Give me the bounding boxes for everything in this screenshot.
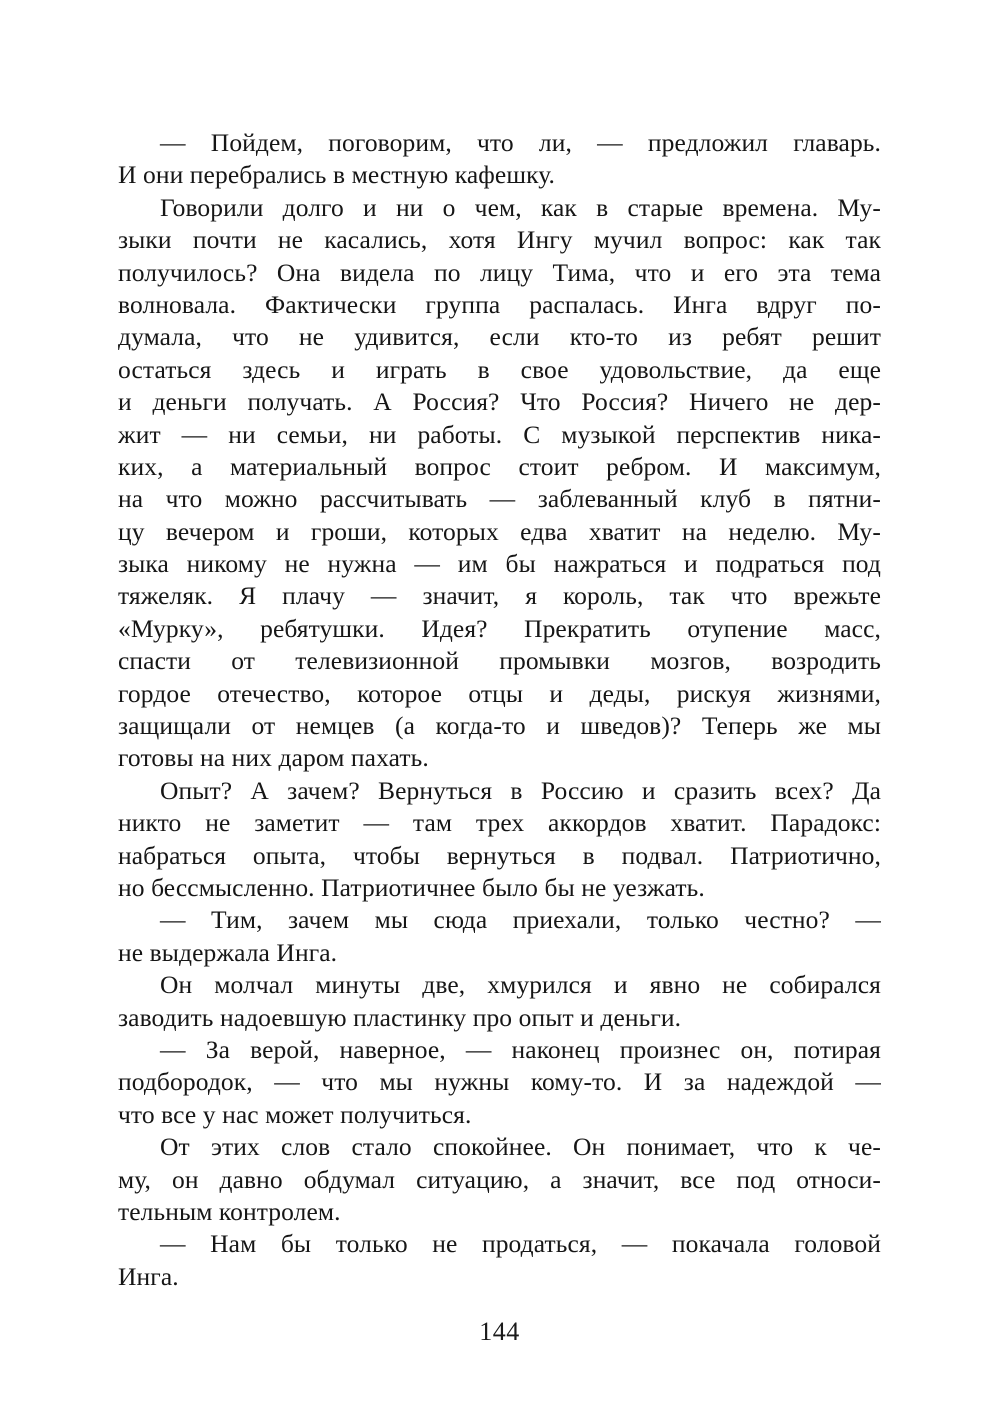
text-line: — Тим, зачем мы сюда приехали, только честно? — bbox=[160, 905, 881, 935]
text-line: зыка никому не нужна — им бы нажраться и подраться под bbox=[118, 549, 881, 579]
text-line: Инга. bbox=[118, 1261, 179, 1291]
text-line: Опыт? А зачем? Вернуться в Россию и сразить всех? Да bbox=[160, 775, 881, 805]
text-line: остаться здесь и играть в свое удовольствие, да еще bbox=[118, 354, 881, 384]
text-line: никто не заметит — там трех аккордов хватит. Парадокс: bbox=[118, 808, 881, 838]
text-line: на что можно рассчитывать — заблеванный клуб в пятни- bbox=[118, 484, 881, 514]
paragraph bbox=[118, 192, 881, 775]
text-line: не выдержала Инга. bbox=[118, 937, 338, 967]
text-line: му, он давно обдумал ситуацию, а значит, все под относи- bbox=[118, 1164, 881, 1194]
text-line: — Пойдем, поговорим, что ли, — предложил главарь. bbox=[160, 128, 881, 157]
text-line: защищали от немцев (а когда-то и шведов)? Теперь же мы bbox=[118, 711, 881, 741]
text-line: зыки почти не касались, хотя Ингу мучил вопрос: как так bbox=[118, 225, 881, 255]
text-line: тельным контролем. bbox=[118, 1196, 341, 1226]
paragraph bbox=[118, 127, 881, 192]
text-line: и деньги получать. А Россия? Что Россия? Ничего не дер- bbox=[118, 387, 881, 417]
paragraph bbox=[118, 969, 881, 1034]
text-line: получилось? Она видела по лицу Тима, что и его эта тема bbox=[118, 257, 881, 287]
paragraph bbox=[118, 1131, 881, 1228]
text-line: жит — ни семьи, ни работы. С музыкой перспектив ника- bbox=[118, 419, 881, 449]
paragraph bbox=[118, 775, 881, 905]
text-line: Говорили долго и ни о чем, как в старые времена. Му- bbox=[160, 192, 881, 222]
text-line: подбородок, — что мы нужны кому-то. И за надеждой — bbox=[118, 1067, 881, 1097]
text-line: спасти от телевизионной промывки мозгов, возродить bbox=[118, 646, 881, 676]
paragraph bbox=[118, 904, 881, 969]
text-line: гордое отечество, которое отцы и деды, рискуя жизнями, bbox=[118, 678, 881, 708]
text-line: ких, а материальный вопрос стоит ребром. И максимум, bbox=[118, 451, 881, 481]
text-line: что все у нас может получиться. bbox=[118, 1099, 472, 1129]
text-line: волновала. Фактически группа распалась. Инга вдруг по- bbox=[118, 289, 881, 319]
text-line: готовы на них даром пахать. bbox=[118, 743, 429, 773]
page-number: 144 bbox=[479, 1317, 520, 1346]
text-line: цу вечером и гроши, которых едва хватит на неделю. Му- bbox=[118, 516, 881, 546]
text-line: тяжеляк. Я плачу — значит, я король, так что врежьте bbox=[118, 581, 881, 611]
paragraph bbox=[118, 1228, 881, 1293]
text-line: заводить надоевшую пластинку про опыт и деньги. bbox=[118, 1002, 682, 1032]
page-text bbox=[118, 127, 881, 1293]
paragraph bbox=[118, 1034, 881, 1131]
text-line: От этих слов стало спокойнее. Он понимает, что к че- bbox=[160, 1132, 881, 1162]
text-line: Он молчал минуты две, хмурился и явно не собирался bbox=[160, 970, 881, 1000]
text-line: думала, что не удивится, если кто-то из ребят решит bbox=[118, 322, 881, 352]
text-line: «Мурку», ребятушки. Идея? Прекратить отупение масс, bbox=[118, 613, 881, 643]
text-line: но бессмысленно. Патриотичнее было бы не уезжать. bbox=[118, 872, 705, 902]
text-line: набраться опыта, чтобы вернуться в подвал. Патриотично, bbox=[118, 840, 881, 870]
text-line: — За верой, наверное, — наконец произнес он, потирая bbox=[160, 1034, 881, 1064]
text-line: — Нам бы только не продаться, — покачала головой bbox=[160, 1229, 881, 1259]
text-line: И они перебрались в местную кафешку. bbox=[118, 160, 555, 190]
